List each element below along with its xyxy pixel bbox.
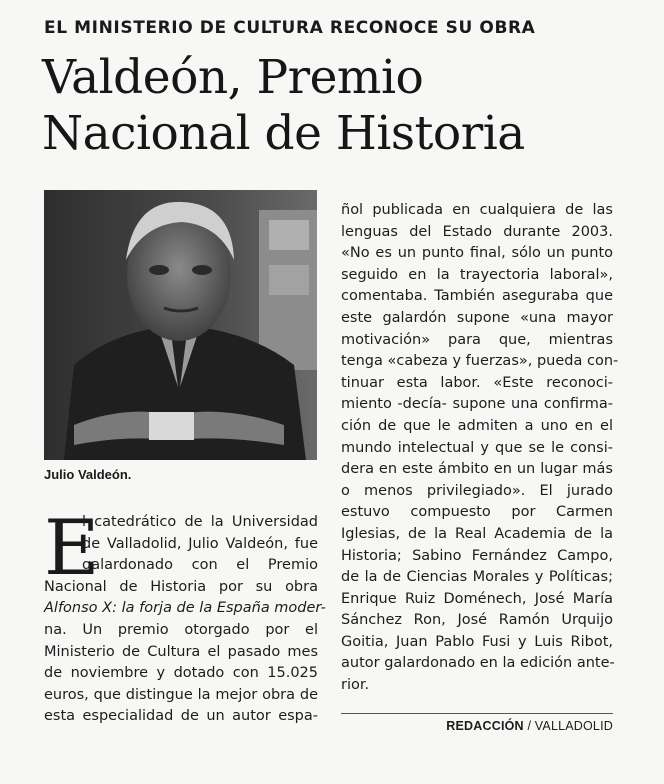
- body-line: Ministerio de Cultura el pasado mes: [44, 643, 318, 660]
- body-line: «No es un punto final, sólo un punto: [341, 245, 613, 262]
- body-line: Sánchez Ron, José Ramón Urquijo: [341, 612, 613, 629]
- article-headline: [42, 50, 642, 162]
- body-line: Iglesias, de la Real Academia de la: [341, 525, 613, 542]
- body-line: Enrique Ruiz Doménech, José María: [341, 590, 613, 607]
- body-line: tinuar esta labor. «Este reconoci-: [341, 374, 613, 391]
- body-line: ción de que le admiten a uno en el: [341, 417, 613, 434]
- credit-separator: /: [523, 719, 535, 733]
- credit-place: VALLADOLID: [534, 719, 613, 733]
- headline-line-2: Nacional de Historia: [42, 106, 525, 161]
- body-line: comentaba. También aseguraba que: [341, 288, 613, 305]
- body-line-book-title: Alfonso X: la forja de la España moder-: [44, 600, 326, 617]
- body-line: miento -decía- supone una confirma-: [341, 396, 613, 413]
- body-line: Historia; Sabino Fernández Campo,: [341, 547, 613, 564]
- body-line: Goitia, Juan Pablo Fusi y Luis Ribot,: [341, 633, 613, 650]
- portrait-illustration: [44, 190, 317, 460]
- body-line: euros, que distingue la mejor obra de: [44, 686, 318, 703]
- body-line: seguido en la trayectoria laboral»,: [341, 266, 613, 283]
- drop-cap: E: [44, 503, 100, 592]
- body-line: autor galardonado en la edición ante-: [341, 655, 615, 672]
- body-line: galardonado con el Premio: [82, 557, 318, 574]
- credit-author: REDACCIÓN: [446, 719, 524, 733]
- photo-caption: Julio Valdeón.: [44, 467, 132, 482]
- body-line: dera en este ámbito en un lugar más: [341, 461, 613, 478]
- body-line: esta especialidad de un autor espa-: [44, 708, 318, 725]
- body-line: estuvo compuesto por Carmen: [341, 504, 613, 521]
- body-line: rior.: [341, 677, 370, 694]
- body-line: lenguas del Estado durante 2003.: [341, 223, 613, 240]
- body-line: tenga «cabeza y fuerzas», pueda con-: [341, 353, 619, 370]
- body-line: este galardón supone «una mayor: [341, 309, 613, 326]
- body-line: o menos privilegiado». El jurado: [341, 482, 613, 499]
- headline-line-1: Valdeón, Premio: [42, 50, 424, 105]
- body-line: ñol publicada en cualquiera de las: [341, 202, 613, 218]
- article-credit: [341, 719, 613, 733]
- credit-rule: [341, 713, 613, 714]
- portrait-photo: [44, 190, 317, 460]
- body-line: de la de Ciencias Morales y Políticas;: [341, 569, 613, 586]
- body-line: de Valladolid, Julio Valdeón, fue: [82, 535, 318, 552]
- body-line: mundo intelectual y que se le consi-: [341, 439, 613, 456]
- body-line: l catedrático de la Universidad: [82, 514, 318, 530]
- body-line: de noviembre y dotado con 15.025: [44, 665, 318, 682]
- article-kicker: EL MINISTERIO DE CULTURA RECONOCE SU OBRA: [44, 18, 536, 38]
- body-column-2: [341, 200, 619, 697]
- body-column-1: [44, 503, 326, 728]
- body-line: Nacional de Historia por su obra: [44, 578, 318, 595]
- body-line: na. Un premio otorgado por el: [44, 621, 318, 638]
- body-line: motivación» para que, mientras: [341, 331, 613, 348]
